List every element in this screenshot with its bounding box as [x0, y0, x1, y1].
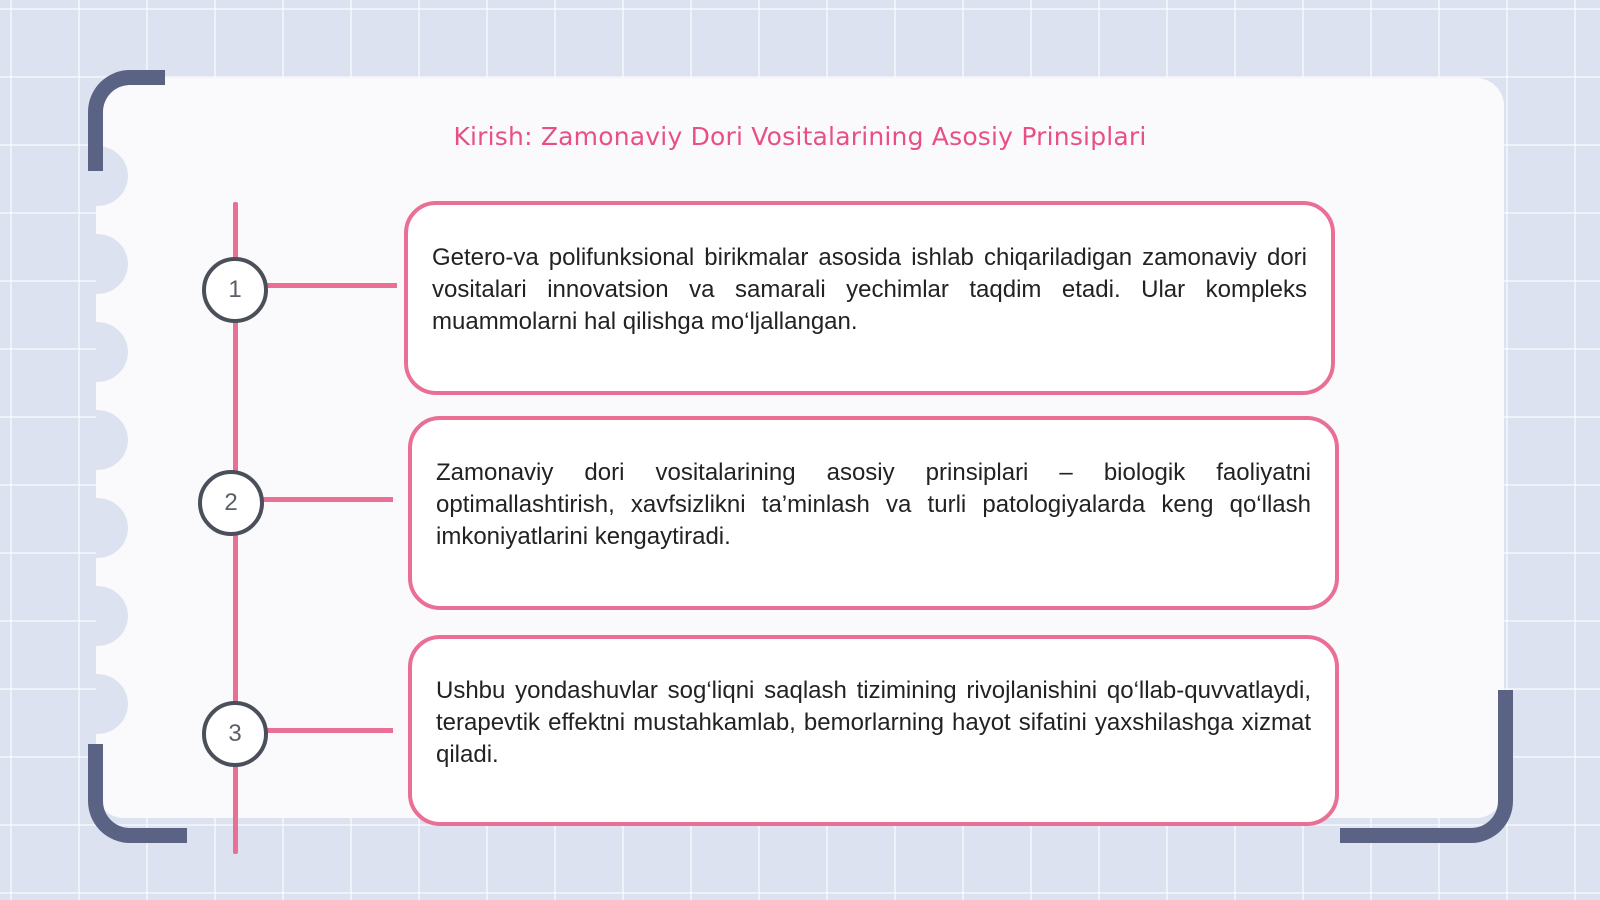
step-number: 2 — [224, 489, 238, 516]
frame-corner-top-left — [88, 70, 165, 171]
step-marker-1 — [202, 257, 268, 323]
step-text: Getero-va polifunksional birikmalar asosida ishlab chiqariladigan zamonaviy dori vositalari innovatsion va samarali yechimlar taqdim etadi. Ular kompleks muammolarni hal qilishga mo‘ljallangan. — [432, 244, 1307, 335]
slide-title: Kirish: Zamonaviy Dori Vositalarining Asosiy Prinsiplari — [453, 122, 1147, 151]
frame-corner-bottom-left — [88, 744, 187, 843]
paper-scallop — [96, 410, 128, 470]
step-marker-3 — [202, 701, 268, 767]
frame-corner-bottom-right — [1340, 690, 1513, 843]
step-marker-2 — [198, 470, 264, 536]
step-card-1 — [404, 201, 1335, 395]
step-number: 3 — [228, 720, 242, 747]
paper-scallop — [96, 586, 128, 646]
step-text: Ushbu yondashuvlar sog‘liqni saqlash tizimining rivojlanishini qo‘llab-quvvatlaydi, terapevtik effektni mustahkamlab, bemorlarning hayot sifatini yaxshilashga xizmat qiladi. — [436, 676, 1311, 768]
connector-1 — [262, 283, 397, 288]
step-card-3 — [408, 635, 1339, 826]
paper-scallop — [96, 322, 128, 382]
paper-scallop — [96, 234, 128, 294]
paper-scallop — [96, 674, 128, 734]
step-card-2 — [408, 416, 1339, 610]
paper-scallop — [96, 498, 128, 558]
step-text: Zamonaviy dori vositalarining asosiy prinsiplari – biologik faoliyatni optimallashtirish, xavfsizlikni ta’minlash va turli patologiyalarda keng qo‘llash imkoniyatlarini kengaytiradi. — [436, 459, 1311, 550]
step-number: 1 — [228, 276, 242, 303]
connector-2 — [262, 497, 393, 502]
connector-3 — [262, 728, 393, 733]
